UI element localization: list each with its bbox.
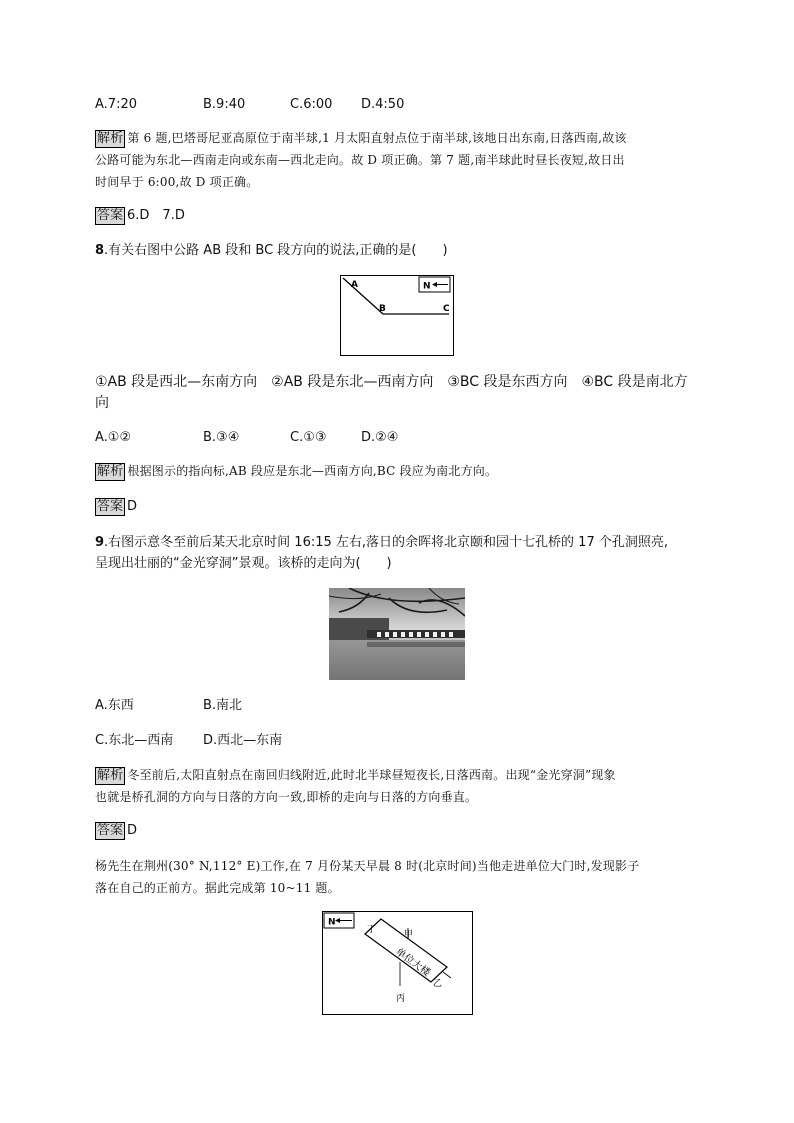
- q9-answer: 答案 D: [97, 823, 138, 838]
- q7-option-a: A.7:20: [95, 97, 137, 112]
- analysis-tag: 解析: [97, 131, 124, 146]
- building-label: 单位大楼: [393, 946, 433, 979]
- q9-analysis-line1: 解析 冬至前后,太阳直射点在南回归线附近,此时北半球昼短夜长,日落西南。出现“金光穿洞”现象: [97, 768, 616, 783]
- q7-option-c: C.6:00: [290, 97, 333, 112]
- q7-option-b: B.9:40: [203, 97, 246, 112]
- q8-option-d: D.②④: [361, 430, 399, 445]
- q8-option-a: A.①②: [95, 430, 132, 445]
- q67-answer: 答案 6.D 7.D: [97, 208, 185, 223]
- q8-stem: 8.有关右图中公路 AB 段和 BC 段方向的说法,正确的是( ): [95, 243, 448, 258]
- point-b-label: B: [379, 304, 386, 314]
- analysis-tag: 解析: [97, 768, 124, 783]
- point-a-label: A: [351, 280, 358, 290]
- answer-tag: 答案: [97, 208, 124, 223]
- q9-option-d: D.西北—东南: [203, 733, 283, 748]
- q9-stem-line2: 呈现出壮丽的“金光穿洞”景观。该桥的走向为( ): [95, 556, 392, 571]
- q67-analysis-line2: 公路可能为东北—西南走向或东南—西北走向。故 D 项正确。第 7 题,南半球此时昼长夜短,故日出: [95, 153, 625, 167]
- q8-option-c: C.①③: [290, 430, 327, 445]
- analysis-tag: 解析: [97, 464, 124, 479]
- q1011-intro-line2: 落在自己的正前方。据此完成第 10~11 题。: [95, 881, 340, 895]
- point-jia-label: 甲: [404, 930, 414, 940]
- q9-option-c: C.东北—西南: [95, 733, 174, 748]
- q8-road-figure: [340, 275, 454, 356]
- q9-option-a: A.东西: [95, 698, 134, 713]
- north-label: N: [423, 281, 431, 292]
- answer-tag: 答案: [97, 499, 124, 514]
- q8-answer: 答案 D: [97, 499, 138, 514]
- q8-statements-line1: ①AB 段是西北—东南方向 ②AB 段是东北—西南方向 ③BC 段是东西方向 ④BC 段是南北方: [95, 374, 688, 390]
- bridge-photo: [329, 588, 465, 680]
- q8-analysis: 解析 根据图示的指向标,AB 段应是东北—西南方向,BC 段应为南北方向。: [97, 464, 498, 479]
- q9-stem-line1: 9.右图示意冬至前后某天北京时间 16:15 左右,落日的余晖将北京颐和园十七孔桥的 17 个孔洞照亮,: [95, 535, 668, 550]
- point-bing-label: 丙: [396, 994, 406, 1004]
- answer-tag: 答案: [97, 823, 124, 838]
- point-ding-label: 丁: [367, 925, 377, 935]
- point-yi-label: 乙: [433, 979, 443, 989]
- building-figure: [322, 911, 473, 1015]
- q9-analysis-line2: 也就是桥孔洞的方向与日落的方向一致,即桥的走向与日落的方向垂直。: [95, 790, 478, 804]
- north-label: N: [328, 917, 336, 928]
- q67-analysis-line1: 解析 第 6 题,巴塔哥尼亚高原位于南半球,1 月太阳直射点位于南半球,该地日出东南,日落西南,故该: [97, 131, 627, 146]
- q8-option-b: B.③④: [203, 430, 240, 445]
- q7-option-d: D.4:50: [361, 97, 405, 112]
- q8-statements-line2: 向: [95, 395, 109, 411]
- q67-analysis-line3: 时间早于 6:00,故 D 项正确。: [95, 175, 259, 189]
- q9-option-b: B.南北: [203, 698, 243, 713]
- point-c-label: C: [443, 304, 450, 314]
- q1011-intro-line1: 杨先生在荆州(30° N,112° E)工作,在 7 月份某天早晨 8 时(北京时间)当他走进单位大门时,发现影子: [95, 859, 640, 873]
